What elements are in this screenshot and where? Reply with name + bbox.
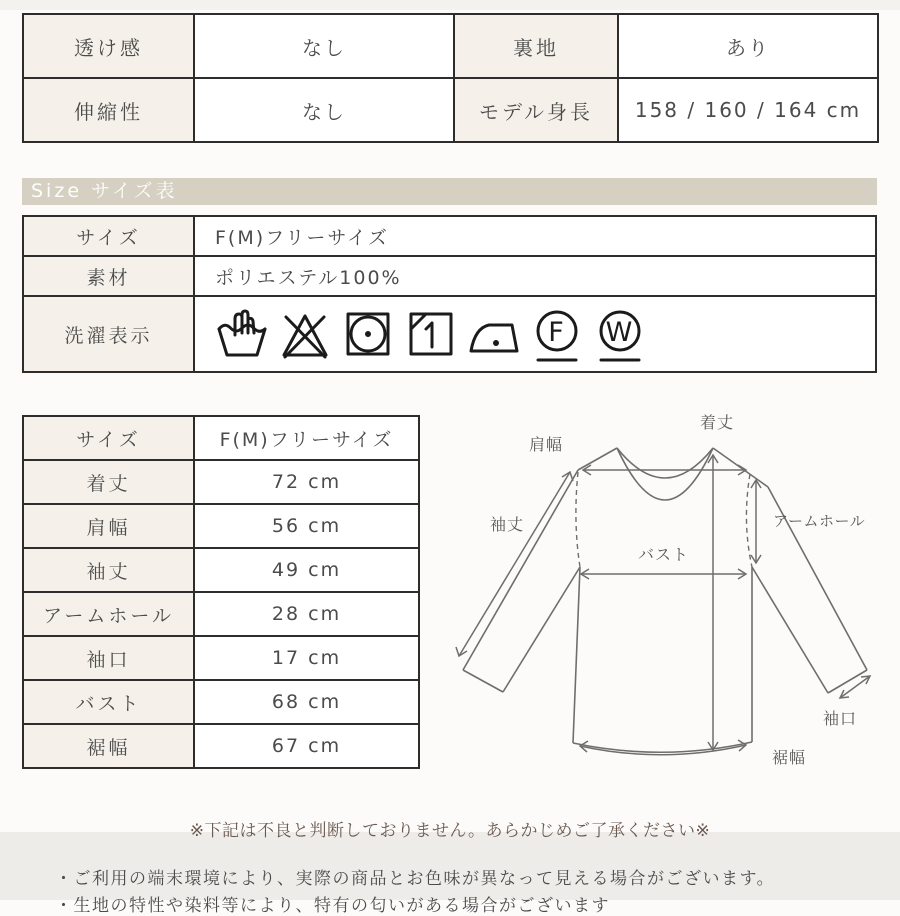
left-armhole-dashed (576, 472, 580, 567)
diagram-label-cuff: 袖口 (823, 709, 858, 728)
note-heading: ※下記は不良と判断しておりません。あらかじめご了承ください※ (189, 821, 711, 841)
spec-value-stretch: なし (194, 78, 454, 142)
table-row (23, 256, 876, 296)
hem-line (573, 742, 752, 752)
meas-header-label: サイズ (23, 416, 194, 460)
meas-label-bust: バスト (23, 680, 194, 724)
iron-low-icon (467, 303, 521, 365)
meas-label-sleeve: 袖丈 (23, 548, 194, 592)
sleeve-length-arrow (459, 472, 570, 656)
meas-value-sleeve: 49 cm (194, 548, 419, 592)
right-shoulder-line (713, 448, 768, 487)
garment-measurement-diagram (430, 400, 900, 800)
line-dry-in-shade-icon (404, 303, 458, 365)
diagram-label-hem-width: 裾幅 (772, 748, 807, 767)
tumble-dry-low-icon (341, 303, 395, 365)
care-symbols-cell (194, 296, 876, 372)
table-row (23, 504, 419, 548)
table-row (23, 680, 419, 724)
diagram-label-body-length: 着丈 (700, 413, 735, 432)
meas-value-hem: 67 cm (194, 724, 419, 768)
material-size-value: F(M)フリーサイズ (194, 216, 876, 256)
meas-label-cuff: 袖口 (23, 636, 194, 680)
hand-wash-icon (215, 303, 269, 365)
table-row (23, 636, 419, 680)
spec-label-sheerness: 透け感 (23, 14, 194, 78)
neckline-outer (617, 448, 713, 500)
svg-text:W: W (605, 317, 635, 348)
table-row (23, 14, 878, 78)
meas-label-hem: 裾幅 (23, 724, 194, 768)
material-table (22, 215, 877, 373)
table-row (23, 724, 419, 768)
do-not-bleach-icon (278, 303, 332, 365)
top-strip (0, 0, 900, 10)
spec-label-lining: 裏地 (454, 14, 618, 78)
spec-label-model-height: モデル身長 (454, 78, 618, 142)
table-row (23, 460, 419, 504)
left-sleeve-outline (463, 470, 580, 692)
left-shoulder-line (578, 448, 617, 470)
body-side-lines (573, 567, 752, 743)
spec-label-stretch: 伸縮性 (23, 78, 194, 142)
wet-clean-w-icon (593, 303, 647, 365)
diagram-label-bust: バスト (638, 545, 690, 564)
meas-value-cuff: 17 cm (194, 636, 419, 680)
meas-value-shoulder: 56 cm (194, 504, 419, 548)
hem-width-arrow (580, 745, 746, 755)
material-fabric-label: 素材 (23, 256, 194, 296)
spec-value-sheerness: なし (194, 14, 454, 78)
spec-table (22, 13, 879, 143)
meas-header-value: F(M)フリーサイズ (194, 416, 419, 460)
table-row (23, 548, 419, 592)
spec-value-model-height: 158 / 160 / 164 cm (618, 78, 878, 142)
meas-value-length: 72 cm (194, 460, 419, 504)
care-label: 洗濯表示 (23, 296, 194, 372)
table-row (23, 416, 419, 460)
material-size-label: サイズ (23, 216, 194, 256)
care-symbols (215, 303, 875, 365)
meas-value-armhole: 28 cm (194, 592, 419, 636)
spec-value-lining: あり (618, 14, 878, 78)
diagram-label-shoulder-width: 肩幅 (528, 435, 563, 454)
meas-value-bust: 68 cm (194, 680, 419, 724)
note-bullet: ・ご利用の端末環境により、実際の商品とお色味が異なって見える場合がございます。 (55, 869, 776, 889)
diagram-label-armhole: アームホール (773, 512, 866, 530)
cuff-arrow (840, 676, 870, 698)
material-fabric-value: ポリエステル100% (194, 256, 876, 296)
meas-label-shoulder: 肩幅 (23, 504, 194, 548)
table-row (23, 592, 419, 636)
measurements-table (22, 415, 420, 769)
diagram-label-sleeve-length: 袖丈 (490, 515, 525, 534)
dry-clean-f-icon (530, 303, 584, 365)
svg-text:F: F (548, 317, 566, 348)
table-row (23, 296, 876, 372)
meas-label-armhole: アームホール (23, 592, 194, 636)
size-section-title: Size サイズ表 (22, 178, 877, 205)
table-row (23, 216, 876, 256)
note-bullet: ・生地の特性や染料等により、特有の匂いがある場合がございます (55, 896, 610, 916)
meas-label-length: 着丈 (23, 460, 194, 504)
table-row (23, 78, 878, 142)
